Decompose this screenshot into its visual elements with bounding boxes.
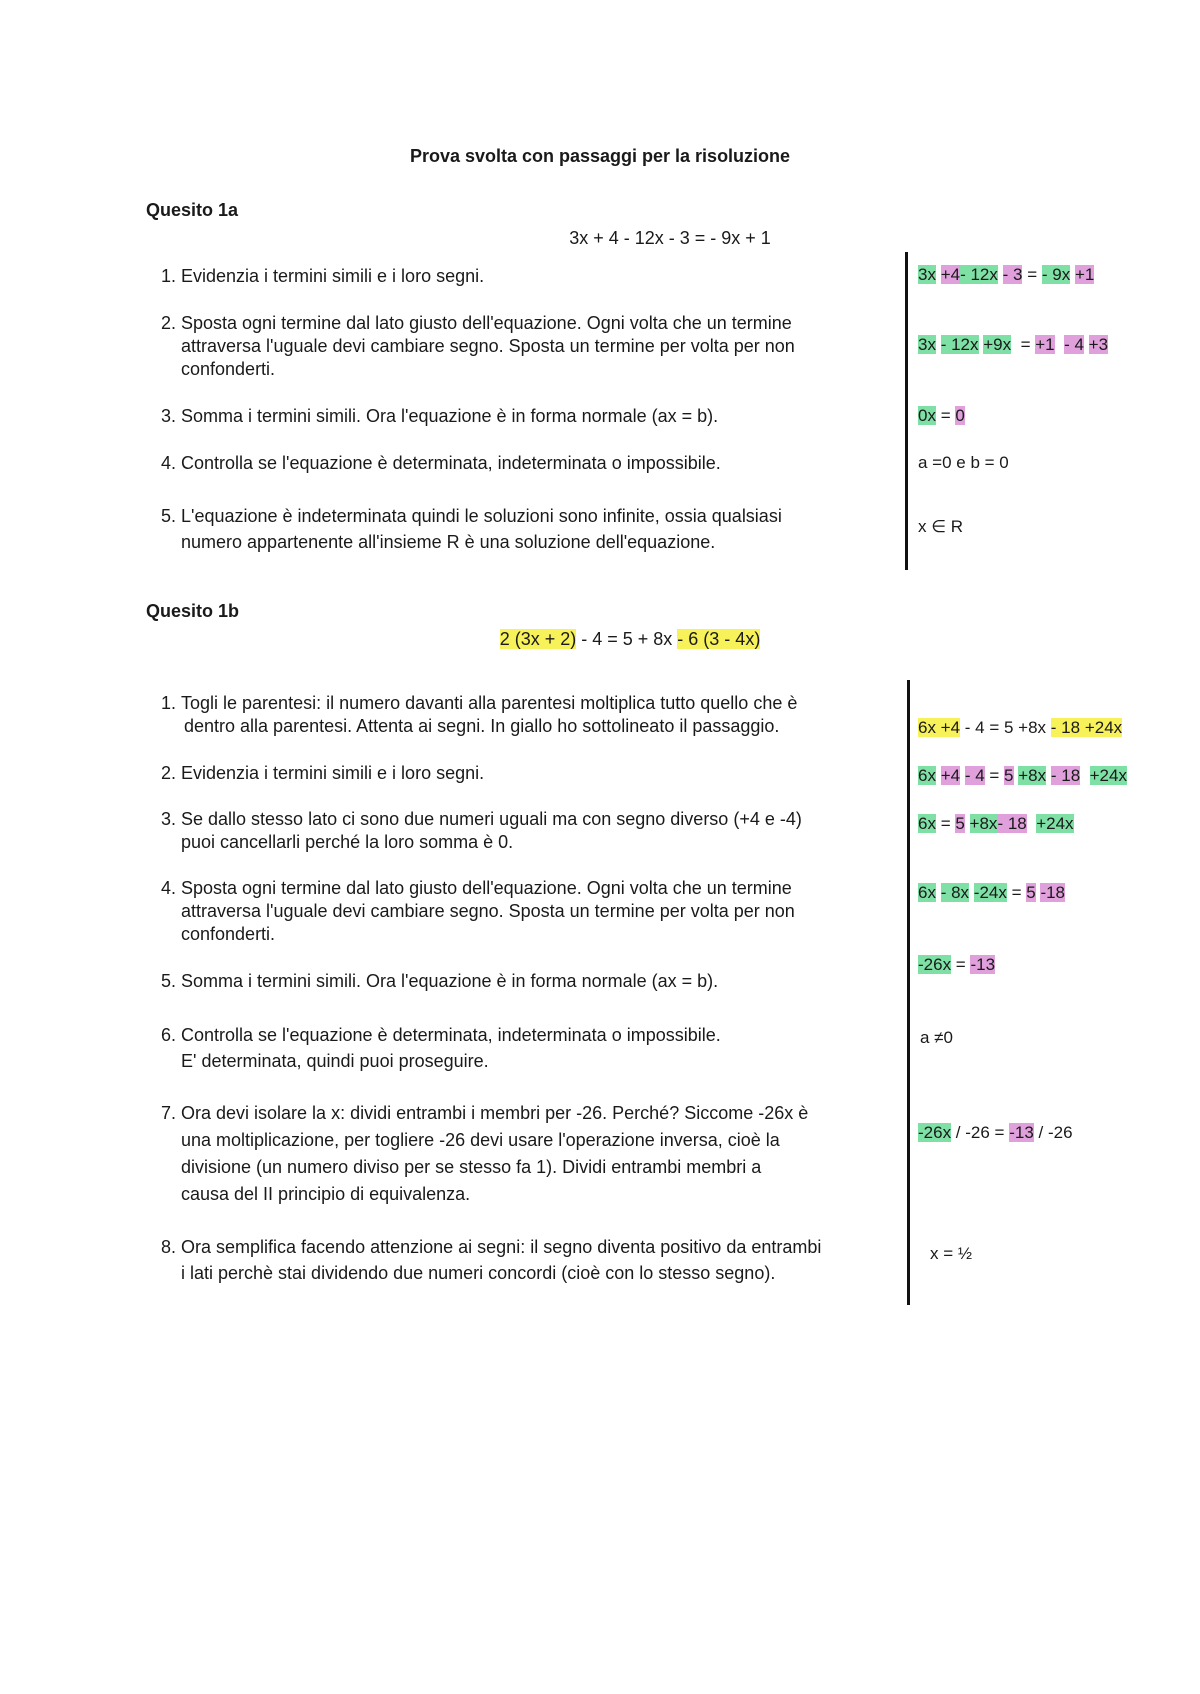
q1b-work-2: 6x +4 - 4 = 5 +8x - 18 +24x bbox=[918, 766, 1127, 785]
q1b-step-7: 7. Ora devi isolare la x: dividi entrambi i membri per -26. Perché? Siccome -26x è una moltiplicazione, per togliere -26 devi usare l'operazione inversa, cioè la divisione (un numero diviso per se stesso fa 1). Dividi entrambi membri a causa del II principio di equivalenza. bbox=[160, 1103, 809, 1204]
page-title: Prova svolta con passaggi per la risoluzione bbox=[409, 146, 791, 166]
q1a-step-4: 4. Controlla se l'equazione è determinata, indeterminata o impossibile. bbox=[160, 453, 721, 473]
q1b-work-4: 6x - 8x -24x = 5 -18 bbox=[918, 883, 1066, 902]
q1a-step-2: 2. Sposta ogni termine dal lato giusto dell'equazione. Ogni volta che un termine attraversa l'uguale devi cambiare segno. Sposta un termine per volta per non confonderti. bbox=[160, 313, 795, 379]
q1a-work-1: 3x +4- 12x - 3 = - 9x +1 bbox=[918, 265, 1095, 284]
q1b-work-3: 6x = 5 +8x- 18 +24x bbox=[918, 814, 1074, 833]
q1b-equation: 2 (3x + 2) - 4 = 5 + 8x - 6 (3 - 4x) bbox=[499, 629, 761, 649]
q1a-equation: 3x + 4 - 12x - 3 = - 9x + 1 bbox=[569, 228, 771, 248]
q1b-heading: Quesito 1b bbox=[146, 601, 240, 621]
q1b-step-5: 5. Somma i termini simili. Ora l'equazione è in forma normale (ax = b). bbox=[160, 971, 719, 991]
q1b-step-1: 1. Togli le parentesi: il numero davanti alla parentesi moltiplica tutto quello che è dentro alla parentesi. Attenta ai segni. In giallo ho sottolineato il passaggio. bbox=[160, 693, 798, 736]
q1a-work-4: a =0 e b = 0 bbox=[918, 453, 1009, 472]
q1b-step-6: 6. Controlla se l'equazione è determinata, indeterminata o impossibile. E' determinata, quindi puoi proseguire. bbox=[160, 1025, 721, 1071]
q1a-work-5: x ∈ R bbox=[918, 517, 964, 536]
q1b-work-6: a ≠0 bbox=[920, 1028, 953, 1047]
q1b-step-2: 2. Evidenzia i termini simili e i loro segni. bbox=[160, 763, 485, 783]
q1a-divider bbox=[905, 252, 908, 570]
q1b-step-8: 8. Ora semplifica facendo attenzione ai segni: il segno diventa positivo da entrambi i lati perchè stai dividendo due numeri concordi (cioè con lo stesso segno). bbox=[160, 1237, 822, 1283]
q1b-work-8: x = ½ bbox=[930, 1244, 973, 1263]
q1b-work-1: 6x +4 - 4 = 5 +8x - 18 +24x bbox=[918, 718, 1123, 737]
q1a-step-3: 3. Somma i termini simili. Ora l'equazione è in forma normale (ax = b). bbox=[160, 406, 719, 426]
q1a-step-5: 5. L'equazione è indeterminata quindi le soluzioni sono infinite, ossia qualsiasi numero appartenente all'insieme R è una soluzione dell'equazione. bbox=[160, 506, 782, 552]
q1b-work-7: -26x / -26 = -13 / -26 bbox=[918, 1123, 1073, 1142]
q1b-divider bbox=[907, 680, 910, 1305]
q1b-step-4: 4. Sposta ogni termine dal lato giusto dell'equazione. Ogni volta che un termine attraversa l'uguale devi cambiare segno. Sposta un termine per volta per non confonderti. bbox=[160, 878, 795, 944]
q1a-heading: Quesito 1a bbox=[146, 200, 239, 220]
q1a-work-3: 0x = 0 bbox=[918, 406, 965, 425]
q1b-work-5: -26x = -13 bbox=[918, 955, 996, 974]
q1b-step-3: 3. Se dallo stesso lato ci sono due numeri uguali ma con segno diverso (+4 e -4) puoi cancellarli perché la loro somma è 0. bbox=[160, 809, 802, 852]
q1a-step-1: 1. Evidenzia i termini simili e i loro segni. bbox=[160, 266, 485, 286]
q1a-work-2: 3x - 12x +9x = +1 - 4 +3 bbox=[918, 335, 1109, 354]
